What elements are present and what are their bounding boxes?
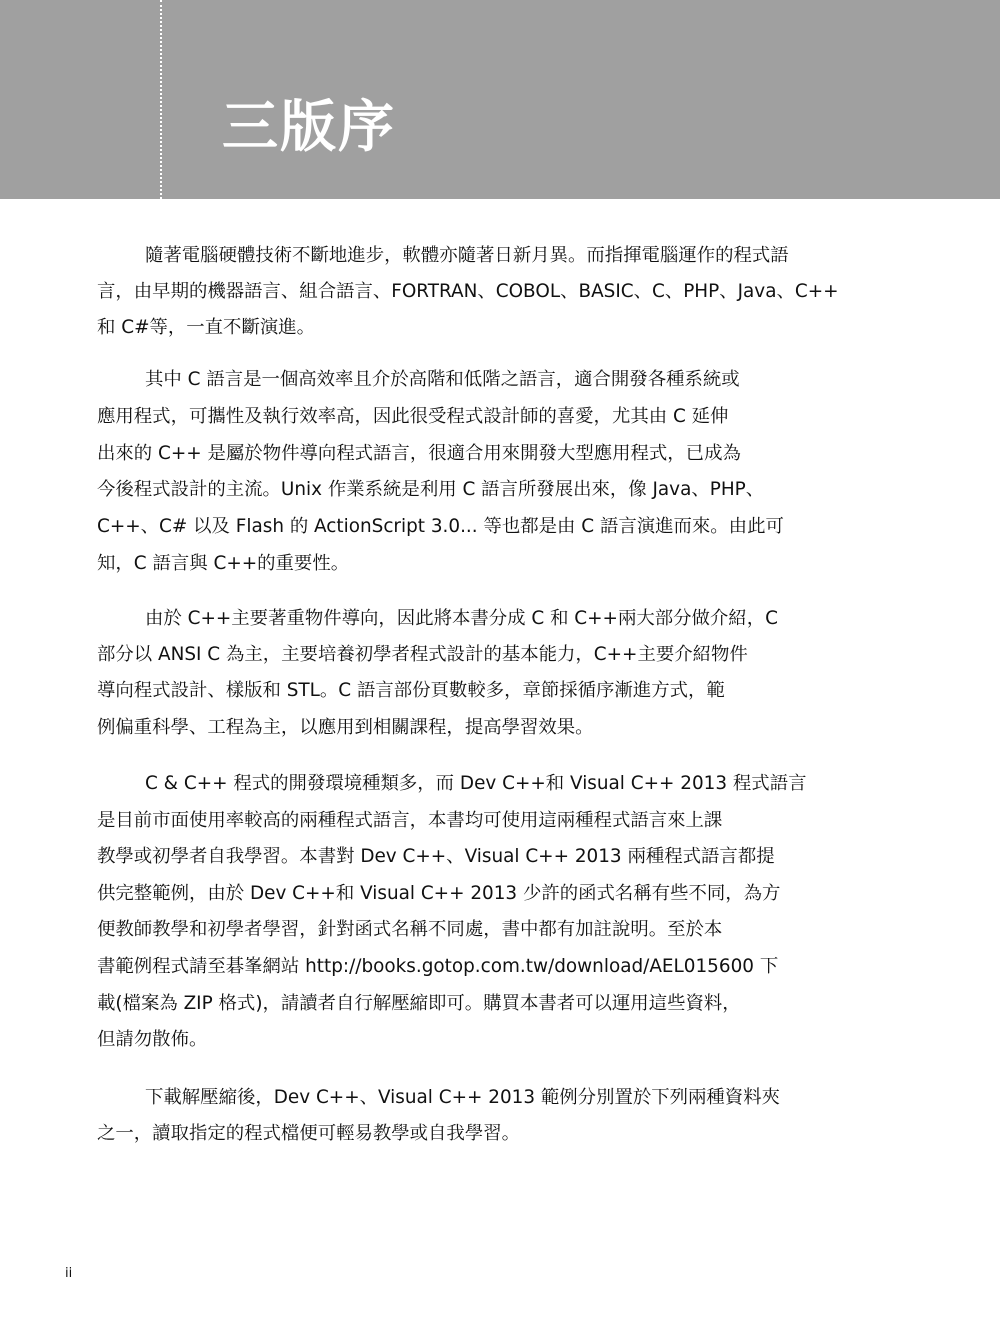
paragraph-book-structure: 由於 C++主要著重物件導向，因此將本書分成 C 和 C++兩大部分做介紹，C 部分以 ANSI C 為主，主要培養初學者程式設計的基本能力，C++主要介紹物件 導向程式設計、樣版和 STL。C 語言部份頁數較多，章節採循序漸進方式，範 例偏重科學、工程為主，以應用到相關課程，提高學習效果。 xyxy=(97,607,778,738)
page-title: 三版序 xyxy=(222,95,396,160)
preface-body xyxy=(97,238,859,1152)
paragraph-intro: 隨著電腦硬體技術不斷地進步，軟體亦隨著日新月異。而指揮電腦運作的程式語 言，由早期的機器語言、組合語言、FORTRAN、COBOL、BASIC、C、PHP、Java、C++ 和 C#等，一直不斷演進。 xyxy=(97,245,839,338)
paragraph-download-folders: 下載解壓縮後，Dev C++、Visual C++ 2013 範例分別置於下列兩種資料夾 之一，讀取指定的程式檔便可輕易教學或自我學習。 xyxy=(97,1086,780,1144)
paragraph-dev-environment: C & C++ 程式的開發環境種類多，而 Dev C++和 Visual C++ 2013 程式語言 是目前市面使用率較高的兩種程式語言，本書均可使用這兩種程式語言來上課 教學或初學者自我學習。本書對 Dev C++、Visual C++ 2013 兩種程式語言都提 供完整範例，由於 Dev C++和 Visual C++ 2013 少許的函式名稱有些不同，為方 便教師教學和初學者學習，針對函式名稱不同處，書中都有加註說明。至於本 書範例程式請至碁峯網站 http://books.gotop.com.tw/download/AEL015600 下 載(檔案為 ZIP 格式)，請讀者自行解壓縮即可。購買本書者可以運用這些資料， 但請勿散佈。 xyxy=(97,772,807,1051)
paragraph-c-language: 其中 C 語言是一個高效率且介於高階和低階之語言，適合開發各種系統或 應用程式，可攜性及執行效率高，因此很受程式設計師的喜愛，尤其由 C 延伸 出來的 C++ 是屬於物件導向程式語言，很適合用來開發大型應用程式，已成為 今後程式設計的主流。Unix 作業系統是利用 C 語言所發展出來，像 Java、PHP、 C++、C# 以及 Flash 的 ActionScript 3.0... 等也都是由 C 語言演進而來。由此可 知，C 語言與 C++的重要性。 xyxy=(97,369,784,574)
header-banner xyxy=(0,0,1000,199)
dotted-divider xyxy=(160,0,162,199)
page-number: ii xyxy=(65,1266,73,1281)
